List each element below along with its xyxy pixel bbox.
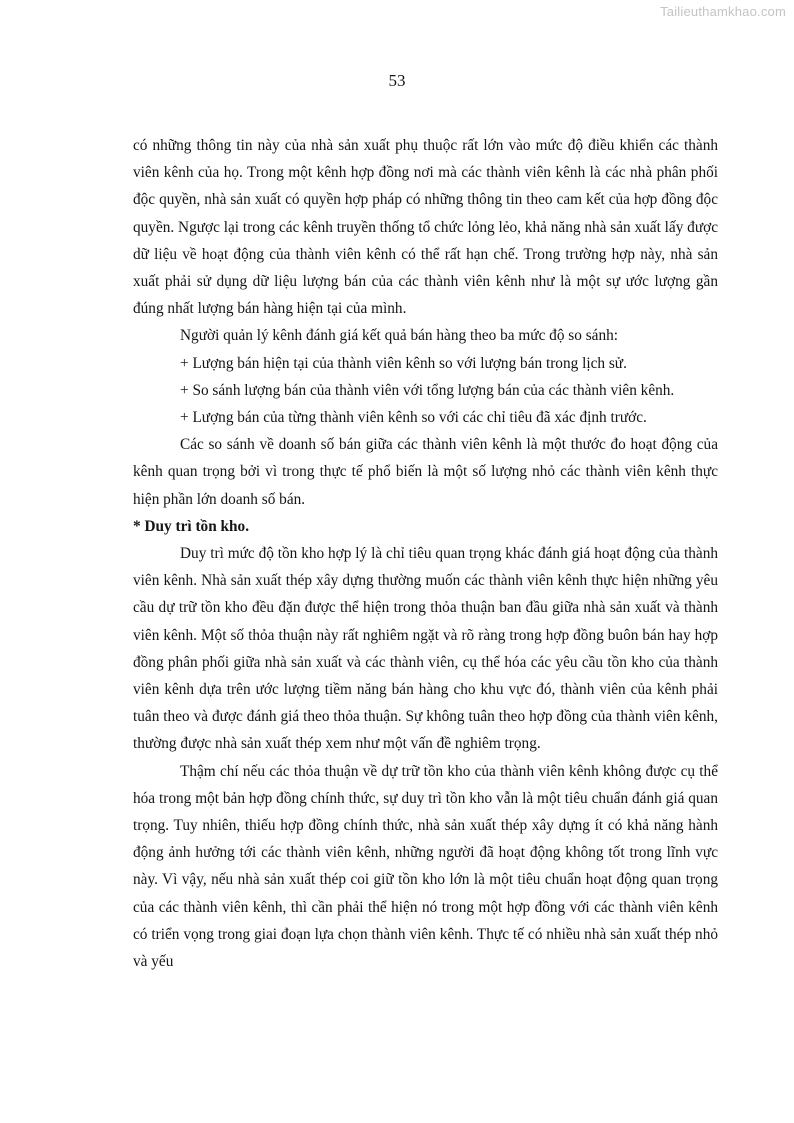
paragraph-continued: có những thông tin này của nhà sản xuất phụ thuộc rất lớn vào mức độ điều khiển các thành viên kênh của họ. Trong một kênh hợp đồng nơi mà các thành viên kênh là các nhà phân phối độc quyền, nhà sản xuất có quyền hợp pháp có những thông tin theo cam kết của hợp đồng độc quyền. Ngược lại trong các kênh truyền thống tổ chức lỏng lẻo, khả năng nhà sản xuất lấy được dữ liệu về hoạt động của thành viên kênh có thể rất hạn chế. Trong trường hợp này, nhà sản xuất phải sử dụng dữ liệu lượng bán của các thành viên kênh như là một sự ước lượng gần đúng nhất lượng bán hàng hiện tại của mình. [133, 137, 718, 318]
list-item-targets: + Lượng bán của từng thành viên kênh so với các chỉ tiêu đã xác định trước. [180, 409, 647, 427]
watermark: Tailieuthamkhao.com [660, 4, 786, 19]
section-heading: * Duy trì tồn kho. [133, 517, 250, 535]
list-item-total: + So sánh lượng bán của thành viên với tổng lượng bán của các thành viên kênh. [180, 381, 675, 399]
document-body [133, 132, 718, 975]
paragraph-sales-comparison: Các so sánh về doanh số bán giữa các thành viên kênh là một thước đo hoạt động của kênh quan trọng bởi vì trong thực tế phổ biến là một số lượng nhỏ các thành viên kênh thực hiện phần lớn doanh số bán. [133, 436, 718, 508]
paragraph-inventory-contract: Thậm chí nếu các thỏa thuận về dự trữ tồn kho của thành viên kênh không được cụ thể hóa trong một bản hợp đồng chính thức, sự duy trì tồn kho vẫn là một tiêu chuẩn đánh giá quan trọng. Tuy nhiên, thiếu hợp đồng chính thức, nhà sản xuất thép xây dựng ít có khả năng hành động ảnh hưởng tới các thành viên kênh, những người đã hoạt động không tốt trong lĩnh vực này. Vì vậy, nếu nhà sản xuất thép coi giữ tồn kho lớn là một tiêu chuẩn hoạt động quan trọng của các thành viên kênh, thì cần phải thể hiện nó trong một hợp đồng với các thành viên kênh có triển vọng trong giai đoạn lựa chọn thành viên kênh. Thực tế có nhiều nhà sản xuất thép nhỏ và yếu [133, 762, 718, 971]
list-item-historical: + Lượng bán hiện tại của thành viên kênh so với lượng bán trong lịch sử. [180, 354, 627, 372]
paragraph-comparison-intro: Người quản lý kênh đánh giá kết quả bán hàng theo ba mức độ so sánh: [180, 327, 619, 345]
page-number: 53 [388, 71, 406, 90]
paragraph-inventory: Duy trì mức độ tồn kho hợp lý là chỉ tiêu quan trọng khác đánh giá hoạt động của thành viên kênh. Nhà sản xuất thép xây dựng thường muốn các thành viên kênh thực hiện những yêu cầu dự trữ tồn kho đều đặn được thể hiện trong thỏa thuận ban đầu giữa nhà sản xuất và thành viên kênh. Một số thỏa thuận này rất nghiêm ngặt và rõ ràng trong hợp đồng buôn bán hay hợp đồng phân phối giữa nhà sản xuất và các thành viên, cụ thể hóa các yêu cầu tồn kho của thành viên kênh dựa trên ước lượng tiềm năng bán hàng cho khu vực đó, thành viên của kênh phải tuân theo và được đánh giá theo thỏa thuận. Sự không tuân theo hợp đồng của thành viên kênh, thường được nhà sản xuất thép xem như một vấn đề nghiêm trọng. [133, 545, 718, 753]
